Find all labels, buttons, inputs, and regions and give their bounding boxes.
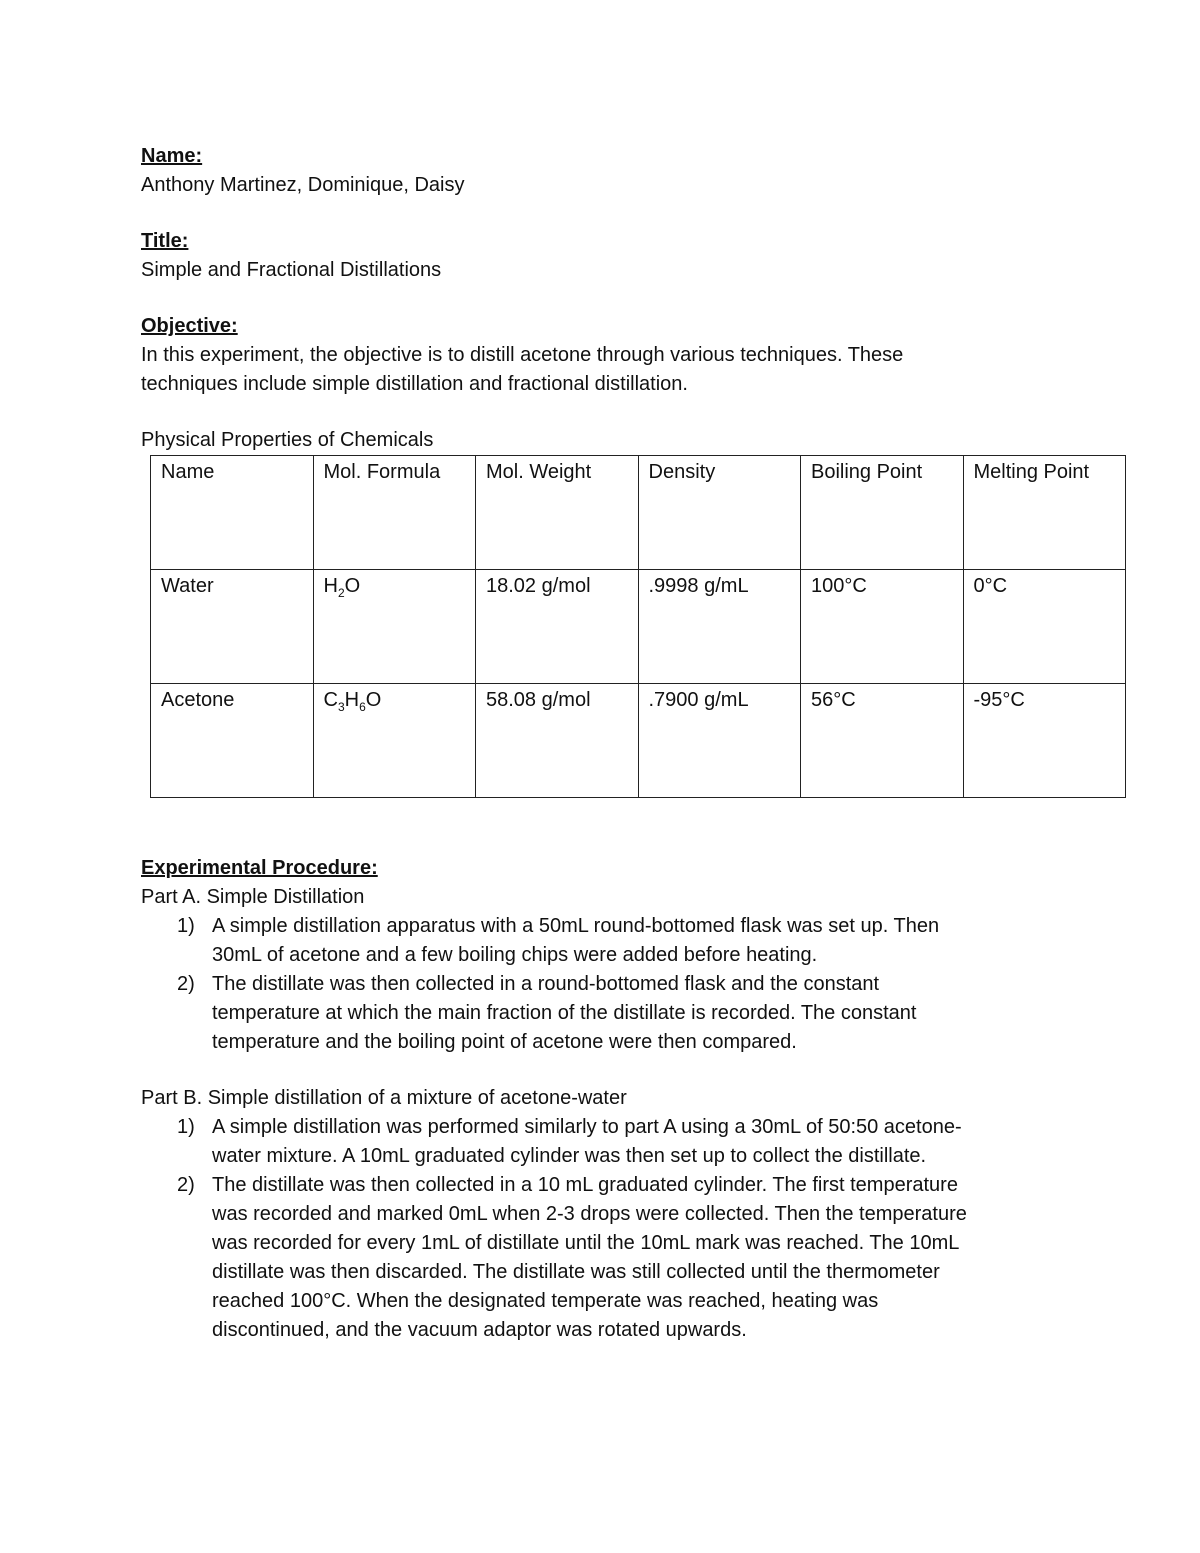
procedure-heading: Experimental Procedure:	[141, 857, 378, 879]
list-item: 2) The distillate was then collected in a 10 mL graduated cylinder. The first temperature was recorded and marked 0mL when 2-3 drops were collected. Then the temperature was recorded for every 1mL of distillate until the 10mL mark was reached. The 10mL distillate was then discarded. The distillate was still collected until the thermometer reached 100°C. When the designated temperate was reached, heating was discontinued, and the vacuum adaptor was rotated upwards.	[141, 1171, 1131, 1345]
physical-properties-table	[150, 455, 1126, 798]
cell-density: .7900 g/mL	[638, 684, 801, 798]
name-value: Anthony Martinez, Dominique, Daisy	[141, 174, 465, 196]
name-heading: Name:	[141, 145, 203, 167]
table-row	[151, 684, 1126, 798]
list-item: 2) The distillate was then collected in a round-bottomed flask and the constant temperature at which the main fraction of the distillate is recorded. The constant temperature and the boiling point of acetone were then compared.	[141, 970, 1131, 1057]
title-heading: Title:	[141, 230, 189, 252]
part-b-title: Part B. Simple distillation of a mixture of acetone-water	[141, 1087, 627, 1109]
header-cell-density: Density	[638, 456, 801, 570]
cell-density: .9998 g/mL	[638, 570, 801, 684]
part-b-steps	[141, 1113, 1131, 1345]
step-number: 1)	[177, 915, 195, 937]
objective-heading: Objective:	[141, 315, 238, 337]
table-header-row	[151, 456, 1126, 570]
header-cell-formula: Mol. Formula	[313, 456, 476, 570]
cell-melting: -95°C	[963, 684, 1126, 798]
cell-boiling: 100°C	[801, 570, 964, 684]
cell-melting: 0°C	[963, 570, 1126, 684]
table-row	[151, 570, 1126, 684]
cell-formula: $C_3H_6O$	[313, 684, 476, 798]
part-a-steps	[141, 912, 1131, 1057]
title-value: Simple and Fractional Distillations	[141, 259, 442, 281]
step-number: 1)	[177, 1116, 195, 1138]
objective-line-2: techniques include simple distillation and fractional distillation.	[141, 373, 688, 395]
part-a-title: Part A. Simple Distillation	[141, 886, 365, 908]
header-cell-boiling: Boiling Point	[801, 456, 964, 570]
table-caption: Physical Properties of Chemicals	[141, 429, 434, 451]
list-item: 1) A simple distillation was performed similarly to part A using a 30mL of 50:50 acetone- water mixture. A 10mL graduated cylinder was then set up to collect the distillate.	[141, 1113, 1131, 1171]
header-cell-weight: Mol. Weight	[476, 456, 639, 570]
step-number: 2)	[177, 973, 195, 995]
cell-name: Acetone	[151, 684, 314, 798]
header-cell-melting: Melting Point	[963, 456, 1126, 570]
header-cell-name: Name	[151, 456, 314, 570]
cell-name: Water	[151, 570, 314, 684]
cell-boiling: 56°C	[801, 684, 964, 798]
cell-weight: 18.02 g/mol	[476, 570, 639, 684]
cell-weight: 58.08 g/mol	[476, 684, 639, 798]
objective-line-1: In this experiment, the objective is to distill acetone through various techniques. These	[141, 344, 904, 366]
step-number: 2)	[177, 1174, 195, 1196]
list-item: 1) A simple distillation apparatus with a 50mL round-bottomed flask was set up. Then 30mL of acetone and a few boiling chips were added before heating.	[141, 912, 1131, 970]
cell-formula: $H_2O$	[313, 570, 476, 684]
document-page	[141, 142, 1131, 1345]
